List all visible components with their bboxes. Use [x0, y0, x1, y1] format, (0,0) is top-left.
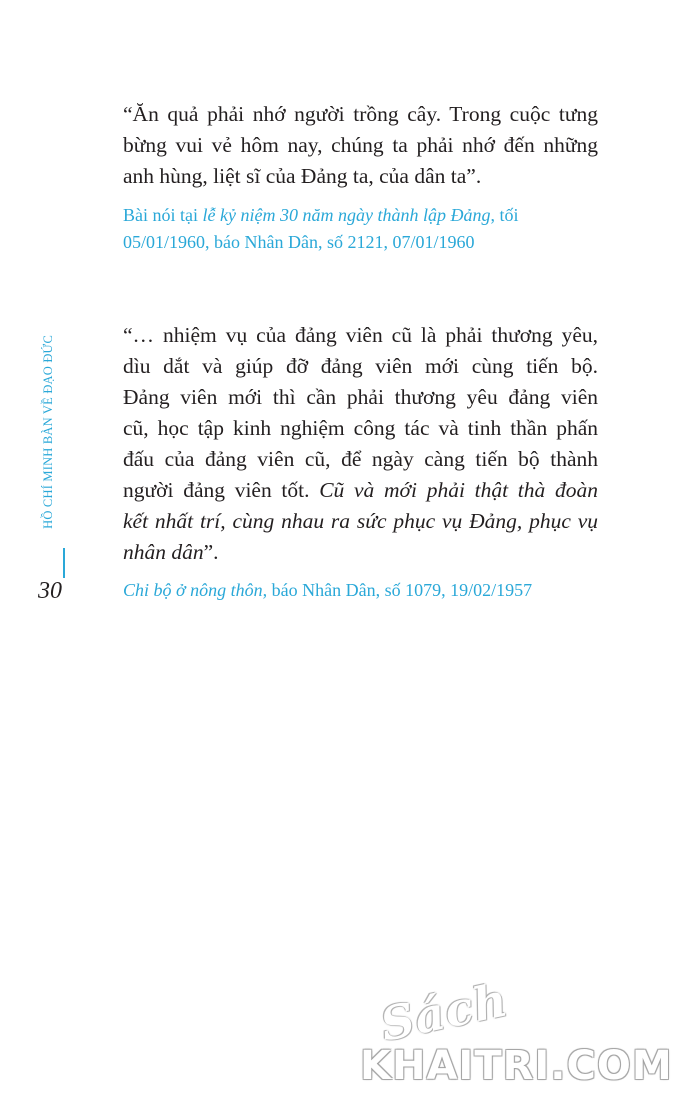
watermark-logo — [355, 972, 690, 1095]
source-title: Chi bộ ở nông thôn, — [123, 580, 268, 600]
running-head — [38, 335, 58, 570]
quote-source-1 — [123, 202, 603, 256]
quote-text: người đảng viên tốt. — [123, 478, 320, 502]
watermark-script: Sách — [375, 972, 513, 1052]
source-event: lễ kỷ niệm 30 năm ngày thành lập Đảng — [202, 205, 491, 225]
source-details: báo Nhân Dân, số 1079, 19/02/1957 — [267, 580, 533, 600]
running-head-rule — [63, 548, 65, 578]
watermark-main: KHAITRI.COM — [360, 1043, 673, 1089]
page-number: 30 — [38, 578, 62, 604]
quote-line: dìu dắt và giúp đỡ đảng viên mới cùng tiến bộ. — [123, 354, 598, 378]
quote-line — [123, 506, 598, 537]
quote-block-2 — [123, 320, 598, 568]
quote-block-1 — [123, 99, 598, 192]
source-suffix: , tối — [490, 205, 519, 225]
quote-source-2 — [123, 577, 603, 604]
running-head-text: HỒ CHÍ MINH BÀN VỀ ĐẠO ĐỨC — [41, 335, 55, 529]
quote-emphasis: Cũ và mới phải thật thà đoàn — [319, 478, 598, 502]
quote-line: “… nhiệm vụ của đảng viên cũ là phải thương yêu, — [123, 323, 598, 347]
source-prefix: Bài nói tại — [123, 205, 203, 225]
quote-emphasis: kết nhất trí, cùng nhau ra sức phục vụ Đảng, phục vụ — [123, 509, 598, 533]
source-line — [123, 577, 603, 604]
quote-text: ”. — [203, 540, 219, 564]
quote-line — [123, 537, 598, 568]
quote-line: cũ, học tập kinh nghiệm công tác và tinh thần phấn — [123, 416, 598, 440]
quote-line: bừng vui vẻ hôm nay, chúng ta phải nhớ đến những — [123, 133, 598, 157]
quote-emphasis: nhân dân — [123, 540, 204, 564]
quote-line — [123, 475, 598, 506]
quote-line: Đảng viên mới thì cần phải thương yêu đảng viên — [123, 385, 598, 409]
quote-line: “Ăn quả phải nhớ người trồng cây. Trong cuộc tưng — [123, 102, 598, 126]
quote-line: đấu của đảng viên cũ, để ngày càng tiến bộ thành — [123, 447, 598, 471]
source-line — [123, 202, 603, 229]
quote-line: anh hùng, liệt sĩ của Đảng ta, của dân ta”. — [123, 164, 482, 188]
source-line: 05/01/1960, báo Nhân Dân, số 2121, 07/01/1960 — [123, 232, 475, 252]
